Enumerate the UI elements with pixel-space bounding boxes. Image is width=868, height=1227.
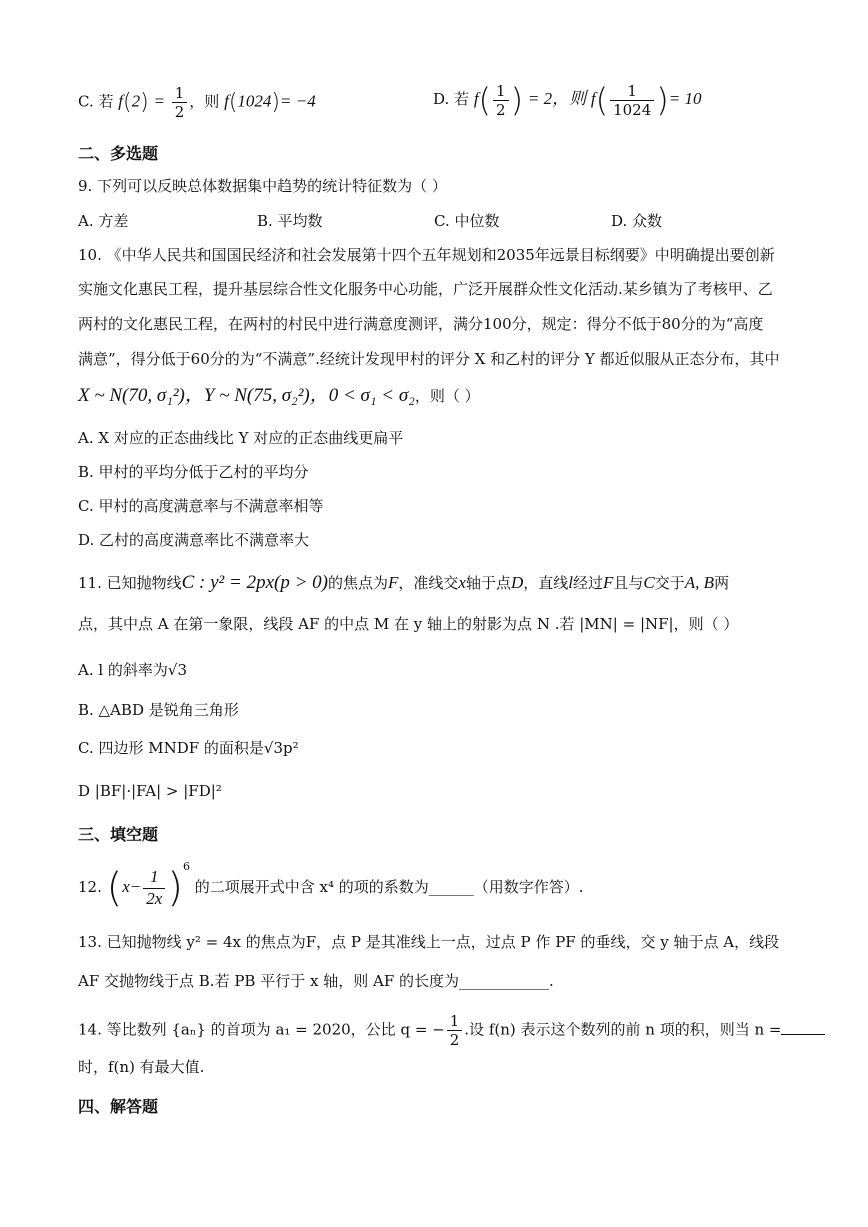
q10-option-a: A. X 对应的正态曲线比 Y 对应的正态曲线更扁平	[78, 429, 404, 447]
q11-option-d: D |BF|·|FA| > |FD|²	[78, 782, 222, 800]
q10-line-2: 实施文化惠民工程，提升基层综合性文化服务中心功能，广泛开展群众性文化活动.某乡镇为了考核甲、乙	[78, 280, 773, 298]
q14-answer-blank	[781, 1018, 825, 1035]
section-title-multiple-choice: 二、多选题	[78, 144, 159, 163]
q13-line-2: AF 交抛物线于点 B.若 PB 平行于 x 轴，则 AF 的长度为____________.	[78, 972, 554, 990]
q11-line-2: 点，其中点 A 在第一象限，线段 AF 的中点 M 在 y 轴上的射影为点 N .若 |MN| = |NF|，则（ ）	[78, 615, 739, 633]
q9-option-a: A. 方差	[78, 212, 129, 230]
q11-line-1: 11. 已知抛物线C : y² = 2px(p > 0)的焦点为F，准线交x轴于点D，直线l经过F且与C交于A, B两	[78, 572, 730, 593]
q10-line-4: 满意”，得分低于60分的为“不满意”.经统计发现甲村的评分 X 和乙村的评分 Y 都近似服从正态分布，其中	[78, 350, 780, 368]
q12: 12. (x− $\frac{1}{2x}$ )$^6$ 的二项展开式中含 x⁴ 的项的系数为______（用数字作答）.	[78, 860, 584, 911]
q11-option-b: B. △ABD 是锐角三角形	[78, 701, 239, 719]
q14-line-1: 14. 等比数列 {aₙ} 的首项为 a₁ = 2020，公比 q = − $\frac{1}{2}$ .设 f(n) 表示这个数列的前 n 项的积，则当 n =	[78, 1012, 825, 1049]
q10-line-1: 10. 《中华人民共和国国民经济和社会发展第十四个五年规划和2035年远景目标纲要》中明确提出要创新	[78, 246, 775, 264]
q10-option-d: D. 乙村的高度满意率比不满意率大	[78, 531, 310, 549]
q10-option-c: C. 甲村的高度满意率与不满意率相等	[78, 497, 324, 515]
q10-line-5: X ~ N(70, σ₁²)，Y ~ N(75, σ₂²)，0 < σ₁ < σ₂，则（ ）	[78, 385, 480, 406]
section-title-fill-in: 三、填空题	[78, 825, 159, 844]
q9-stem: 9. 下列可以反映总体数据集中趋势的统计特征数为（ ）	[78, 177, 447, 195]
q9-option-d: D. 众数	[611, 212, 663, 230]
q8-option-d-fraction-2: $\frac{1}{1024}$	[610, 82, 654, 119]
q8-option-c: C. 若 f(2) = $\frac{1}{2}$ ，则 f(1024)= −4	[78, 84, 316, 121]
section-title-solutions: 四、解答题	[78, 1097, 159, 1116]
q12-fraction: $\frac{1}{2x}$	[143, 867, 165, 909]
q11-option-c: C. 四边形 MNDF 的面积是√3p²	[78, 739, 299, 757]
q8-option-c-fraction: $\frac{1}{2}$	[172, 84, 188, 121]
q9-option-b: B. 平均数	[257, 212, 323, 230]
q11-option-a: A. l 的斜率为√3	[78, 661, 188, 679]
q8-option-d-fraction-1: $\frac{1}{2}$	[493, 82, 509, 119]
q14-fraction: $\frac{1}{2}$	[447, 1012, 463, 1049]
q9-option-c: C. 中位数	[434, 212, 500, 230]
q10-distribution-formula: X ~ N(70, σ₁²)，Y ~ N(75, σ₂²)，0 < σ₁ < σ₂	[78, 385, 415, 406]
q8-option-d: D. 若 f( $\frac{1}{2}$ ) = 2，则 f( $\frac{1}{1024}$ )= 10	[433, 81, 702, 119]
q13-line-1: 13. 已知抛物线 y² = 4x 的焦点为F，点 P 是其准线上一点，过点 P 作 PF 的垂线，交 y 轴于点 A，线段	[78, 933, 780, 951]
q10-line-3: 两村的文化惠民工程，在两村的村民中进行满意度测评，满分100分，规定：得分不低于80分的为“高度	[78, 315, 764, 333]
q14-line-2: 时，f(n) 有最大值.	[78, 1058, 205, 1076]
q10-option-b: B. 甲村的平均分低于乙村的平均分	[78, 463, 309, 481]
